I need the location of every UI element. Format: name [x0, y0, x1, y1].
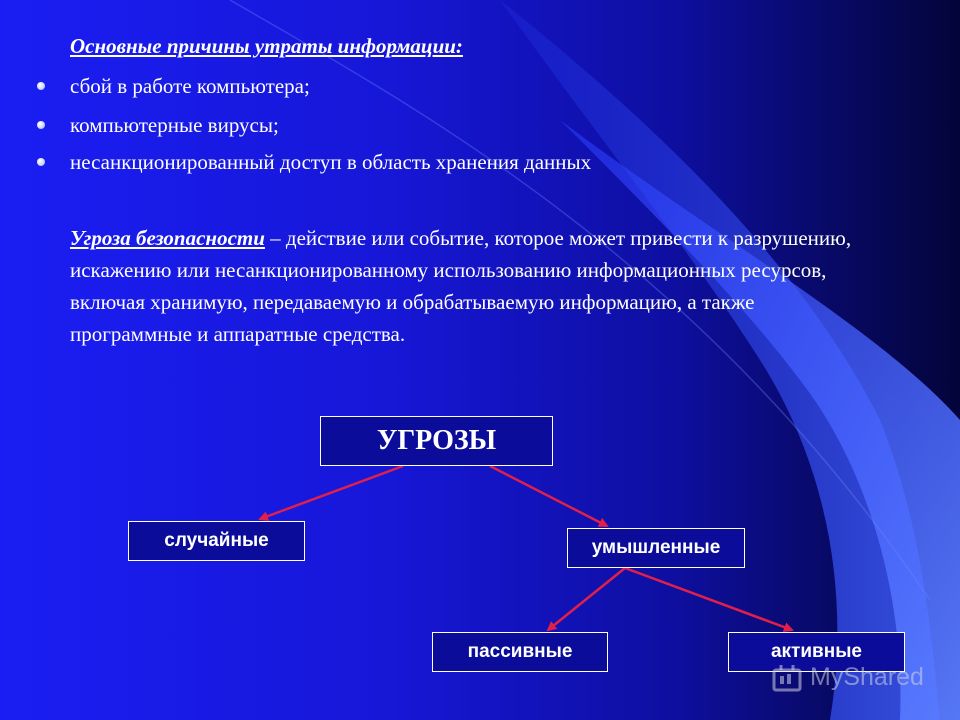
list-item-text: сбой в работе компьютера;: [70, 74, 310, 98]
list-item: [70, 74, 310, 99]
definition-term: Угроза безопасности: [70, 226, 265, 250]
random-threats-box: случайные: [128, 521, 305, 561]
arrow-intentional-to-active: [625, 568, 792, 630]
bullet-dot-icon: [37, 121, 45, 129]
arrow-intentional-to-passive: [548, 568, 625, 630]
watermark: [770, 660, 924, 694]
threats-root-box: УГРОЗЫ: [320, 416, 553, 466]
definition-text: – действие или событие, которое может привести к разрушению, искажению или несанкционированному использованию информационных ресурсов, включая хранимую, передаваемую и обрабатываемую информацию, а также программные и аппаратные средства.: [70, 226, 852, 346]
passive-threats-box: пассивные: [432, 632, 608, 672]
active-threats-box: активные: [728, 632, 905, 672]
list-item-text: несанкционированный доступ в область хранения данных: [70, 150, 592, 174]
myshared-logo-icon: [770, 660, 804, 694]
bullet-dot-icon: [37, 82, 45, 90]
heading: Основные причины утраты информации:: [70, 34, 463, 58]
watermark-text: MyShared: [810, 662, 924, 691]
definition: [70, 222, 870, 350]
arrow-root-to-intentional: [490, 466, 607, 526]
list-item-text: компьютерные вирусы;: [70, 113, 279, 137]
bullet-dot-icon: [37, 158, 45, 166]
list-item: [70, 150, 591, 175]
intentional-threats-box: умышленные: [567, 528, 745, 568]
arrow-root-to-random: [260, 466, 403, 519]
list-item: [70, 113, 279, 138]
